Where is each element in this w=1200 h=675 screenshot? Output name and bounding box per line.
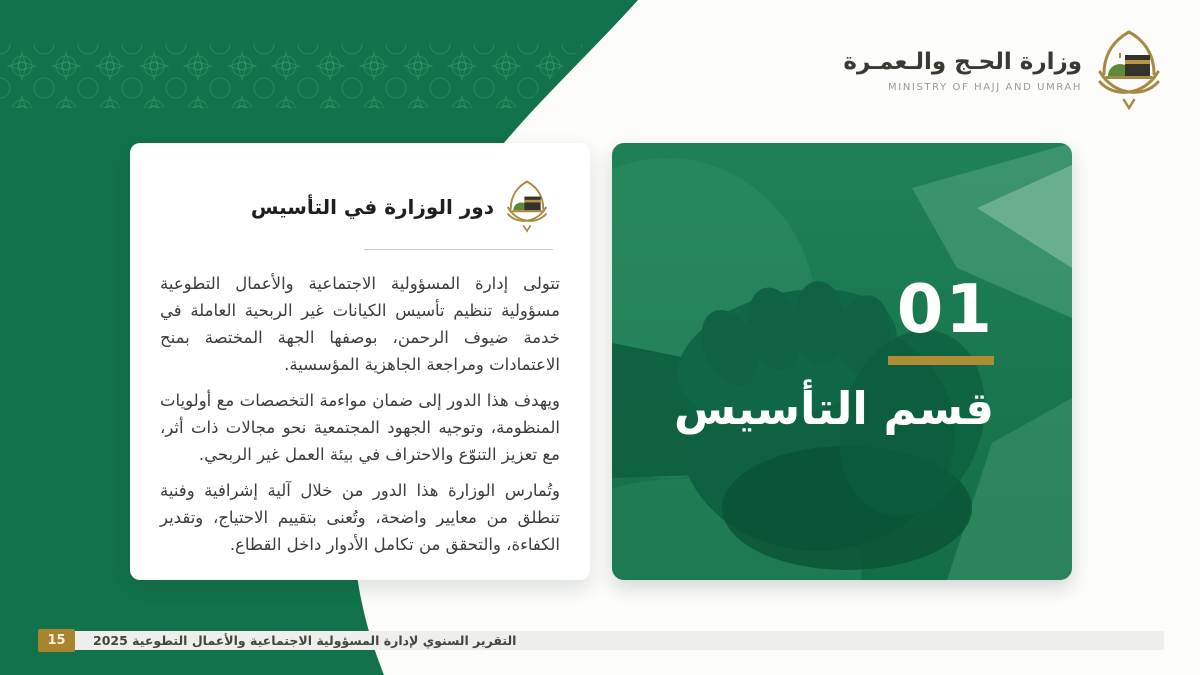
gold-divider	[888, 356, 994, 365]
report-title: التقرير السنوي لإدارة المسؤولية الاجتماعية والأعمال التطوعية 2025	[93, 633, 517, 648]
section-panel	[612, 143, 1072, 580]
ministry-name-english: MINISTRY OF HAJJ AND UMRAH	[888, 81, 1082, 93]
section-title: قسم التأسيس	[673, 382, 994, 435]
card-paragraph-1: تتولى إدارة المسؤولية الاجتماعية والأعمال التطوعية مسؤولية تنظيم تأسيس الكيانات غير الربحية العاملة في خدمة ضيوف الرحمن، بوصفها الجهة المختصة بمنح الاعتمادات ومراجعة الجاهزية المؤسسية.	[160, 274, 560, 374]
footer-bar	[75, 631, 1164, 650]
ministry-emblem-icon	[1094, 28, 1164, 114]
content-card	[130, 143, 590, 580]
section-caption	[673, 270, 994, 435]
card-title: دور الوزارة في التأسيس	[250, 195, 494, 219]
ministry-logo	[843, 28, 1164, 114]
card-header	[160, 179, 560, 235]
page-number-badge: 15	[38, 629, 75, 652]
title-divider	[364, 249, 553, 250]
card-paragraph-3: وتُمارس الوزارة هذا الدور من خلال آلية إشرافية وفنية تنطلق من معايير واضحة، وتُعنى بتقييم الاحتياج، وتقدير الكفاءة، والتحقق من تكامل الأدوار داخل القطاع.	[160, 481, 560, 554]
geometric-pattern-band	[0, 44, 585, 108]
card-paragraph-2: ويهدف هذا الدور إلى ضمان مواءمة التخصصات مع أولويات المنظومة، وتوجيه الجهود المجتمعية نحو مجالات ذات أثر، مع تعزيز التنوّع والاحتراف في بيئة العمل غير الربحي.	[160, 391, 560, 464]
ministry-emblem-small-icon	[504, 179, 550, 235]
ministry-name-arabic: وزارة الحـج والـعمـرة	[843, 49, 1082, 76]
section-number: 01	[896, 270, 994, 348]
